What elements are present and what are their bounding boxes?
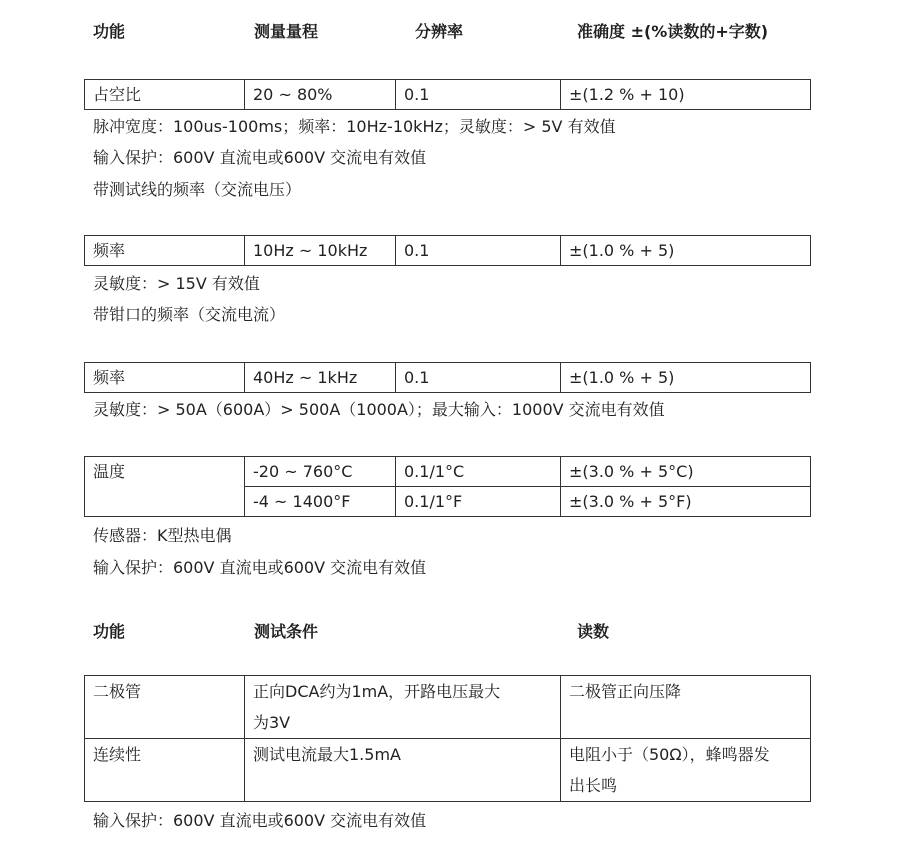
reading-cell: 电阻小于（50Ω），蜂鸣器发出长鸣 [561, 739, 811, 802]
function-cell: 连续性 [85, 739, 245, 802]
diode-continuity-table [84, 675, 811, 802]
test-condition-cell: 测试电流最大1.5mA [245, 739, 561, 802]
freq-current-table [84, 362, 811, 393]
table-row [85, 80, 811, 110]
table-row [85, 236, 811, 266]
freq-current-heading: 带钳口的频率（交流电流） [93, 305, 286, 324]
range-cell: 10Hz ~ 10kHz [245, 236, 396, 266]
function-cell: 温度 [85, 457, 245, 517]
duty-note-pulse: 脉冲宽度：100us-100ms；频率：10Hz-10kHz；灵敏度：> 5V 有效值 [93, 117, 616, 136]
range-cell: -20 ~ 760°C [245, 457, 396, 487]
range-cell: 40Hz ~ 1kHz [245, 363, 396, 393]
freq-voltage-note-sensitivity: 灵敏度：> 15V 有效值 [93, 274, 260, 293]
header2-test-condition: 测试条件 [254, 622, 319, 641]
accuracy-cell: ±(1.0 % + 5) [561, 363, 811, 393]
resolution-cell: 0.1 [396, 80, 561, 110]
range-cell: 20 ~ 80% [245, 80, 396, 110]
accuracy-cell: ±(1.2 % + 10) [561, 80, 811, 110]
function-cell: 二极管 [85, 676, 245, 739]
header2-function: 功能 [93, 622, 126, 641]
header-accuracy: 准确度 ±(%读数的+字数) [577, 22, 769, 41]
freq-current-note-sensitivity: 灵敏度：> 50A（600A）> 500A（1000A）；最大输入：1000V 交流电有效值 [93, 400, 665, 419]
table-row [85, 676, 811, 739]
function-cell: 频率 [85, 363, 245, 393]
accuracy-cell: ±(3.0 % + 5°F) [561, 487, 811, 517]
temperature-note-sensor: 传感器：K型热电偶 [93, 526, 232, 545]
resolution-cell: 0.1 [396, 236, 561, 266]
header-resolution: 分辨率 [415, 22, 464, 41]
header-range: 测量量程 [254, 22, 319, 41]
diode-note-protection: 输入保护：600V 直流电或600V 交流电有效值 [93, 811, 427, 830]
reading-cell: 二极管正向压降 [561, 676, 811, 739]
table-row [85, 457, 811, 487]
table-row [85, 739, 811, 802]
duty-note-protection: 输入保护：600V 直流电或600V 交流电有效值 [93, 148, 427, 167]
resolution-cell: 0.1 [396, 363, 561, 393]
range-cell: -4 ~ 1400°F [245, 487, 396, 517]
temperature-note-protection: 输入保护：600V 直流电或600V 交流电有效值 [93, 558, 427, 577]
header2-reading: 读数 [577, 622, 610, 641]
function-cell: 占空比 [85, 80, 245, 110]
temperature-table [84, 456, 811, 517]
test-condition-cell: 正向DCA约为1mA，开路电压最大为3V [245, 676, 561, 739]
freq-voltage-heading: 带测试线的频率（交流电压） [93, 180, 302, 199]
freq-voltage-table [84, 235, 811, 266]
function-cell: 频率 [85, 236, 245, 266]
resolution-cell: 0.1/1°C [396, 457, 561, 487]
accuracy-cell: ±(3.0 % + 5°C) [561, 457, 811, 487]
header-function: 功能 [93, 22, 126, 41]
table-row [85, 363, 811, 393]
duty-cycle-table [84, 79, 811, 110]
accuracy-cell: ±(1.0 % + 5) [561, 236, 811, 266]
resolution-cell: 0.1/1°F [396, 487, 561, 517]
